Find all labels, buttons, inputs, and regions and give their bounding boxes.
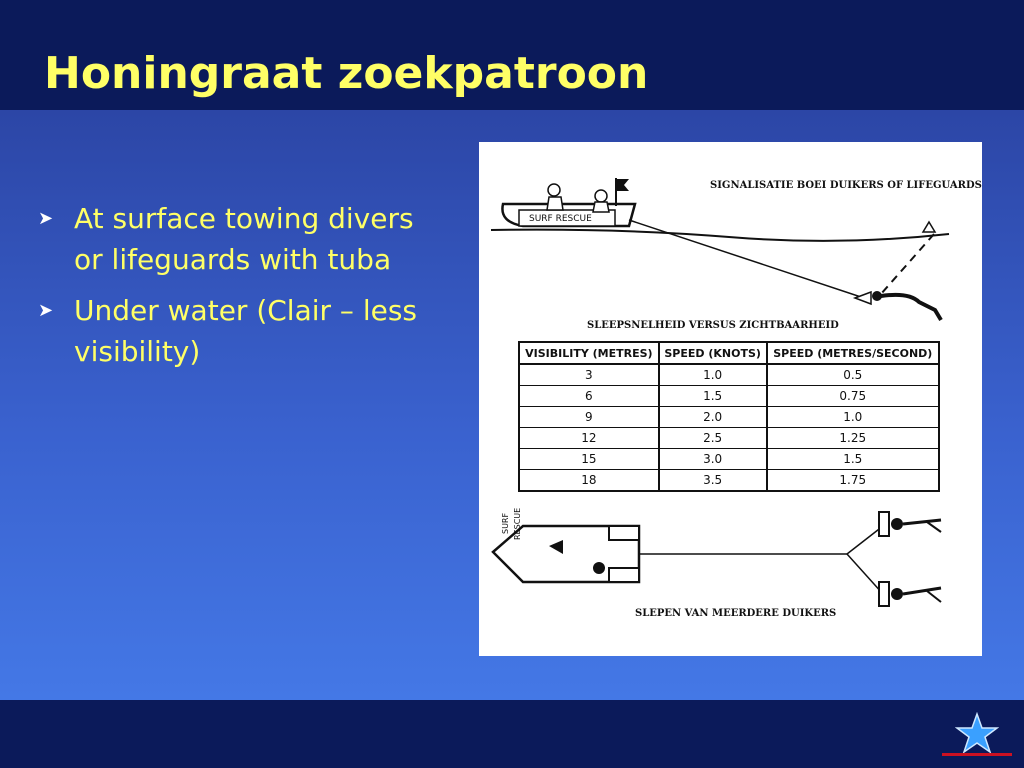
towing-diagram — [479, 142, 982, 656]
table-row — [519, 364, 939, 386]
person-body — [547, 197, 563, 210]
table-cell: 15 — [519, 449, 659, 470]
flag-icon — [616, 179, 629, 191]
diver-body — [881, 295, 941, 320]
speed-visibility-table — [518, 341, 940, 492]
table-cell: 3.0 — [659, 449, 767, 470]
boat-pontoon — [609, 526, 639, 540]
table-row — [519, 449, 939, 470]
bullet-arrow-icon: ➤ — [38, 300, 54, 321]
diver-head — [891, 518, 903, 530]
tow-bar — [855, 292, 871, 304]
table-cell: 9 — [519, 407, 659, 428]
column-header: SPEED (METRES/SECOND) — [767, 342, 939, 364]
diver-body — [903, 520, 941, 524]
boat-top-label: SURF — [501, 512, 510, 534]
person-body — [593, 202, 609, 212]
bullet-arrow-icon: ➤ — [38, 208, 54, 229]
table-cell: 3.5 — [659, 470, 767, 492]
slide-title: Honingraat zoekpatroon — [44, 48, 649, 99]
title-bar — [0, 0, 1024, 110]
diagram-caption-bottom: SLEPEN VAN MEERDERE DUIKERS — [635, 608, 837, 619]
star-logo-icon — [955, 712, 999, 756]
table-row — [519, 470, 939, 492]
table-header-row — [519, 342, 939, 364]
table-row — [519, 386, 939, 407]
table-cell: 0.75 — [767, 386, 939, 407]
diver-leg — [927, 522, 941, 532]
logo-accent-line — [942, 753, 1012, 756]
bridle-line — [847, 526, 883, 554]
boat-motor — [593, 562, 605, 574]
tow-rope — [629, 220, 864, 298]
bullet-list — [38, 198, 438, 382]
table-cell: 0.5 — [767, 364, 939, 386]
table-cell: 18 — [519, 470, 659, 492]
table-caption: SLEEPSNELHEID VERSUS ZICHTBAARHEID — [587, 320, 839, 331]
person-head — [548, 184, 560, 196]
signal-buoy — [923, 222, 935, 232]
table-cell: 1.5 — [767, 449, 939, 470]
boat-top-label: RESCUE — [513, 507, 522, 540]
diver-bar — [879, 512, 889, 536]
diver-bar — [879, 582, 889, 606]
bullet-text: At surface towing divers or lifeguards with tuba — [74, 202, 414, 276]
column-header: SPEED (KNOTS) — [659, 342, 767, 364]
table-cell: 2.0 — [659, 407, 767, 428]
diver-leg — [927, 591, 941, 602]
water-line — [491, 230, 949, 241]
diver-body — [903, 588, 941, 594]
table-row — [519, 428, 939, 449]
table-cell: 3 — [519, 364, 659, 386]
diver-head — [891, 588, 903, 600]
table-cell: 1.75 — [767, 470, 939, 492]
boat-label: SURF RESCUE — [529, 214, 592, 224]
table-cell: 1.25 — [767, 428, 939, 449]
table-cell: 1.5 — [659, 386, 767, 407]
column-header: VISIBILITY (METRES) — [519, 342, 659, 364]
person-head — [595, 190, 607, 202]
boat-pontoon — [609, 568, 639, 582]
bullet-item — [38, 198, 438, 280]
table-row — [519, 407, 939, 428]
bullet-item — [38, 290, 438, 372]
diver-head — [872, 291, 882, 301]
table-cell: 1.0 — [767, 407, 939, 428]
table-cell: 6 — [519, 386, 659, 407]
table-cell: 1.0 — [659, 364, 767, 386]
bullet-text: Under water (Clair – less visibility) — [74, 294, 418, 368]
buoy-line — [881, 234, 934, 294]
table-cell: 2.5 — [659, 428, 767, 449]
bridle-line — [847, 554, 883, 594]
diagram-caption-top: SIGNALISATIE BOEI DUIKERS OF LIFEGUARDS — [710, 180, 982, 191]
table-cell: 12 — [519, 428, 659, 449]
footer-bar — [0, 700, 1024, 768]
